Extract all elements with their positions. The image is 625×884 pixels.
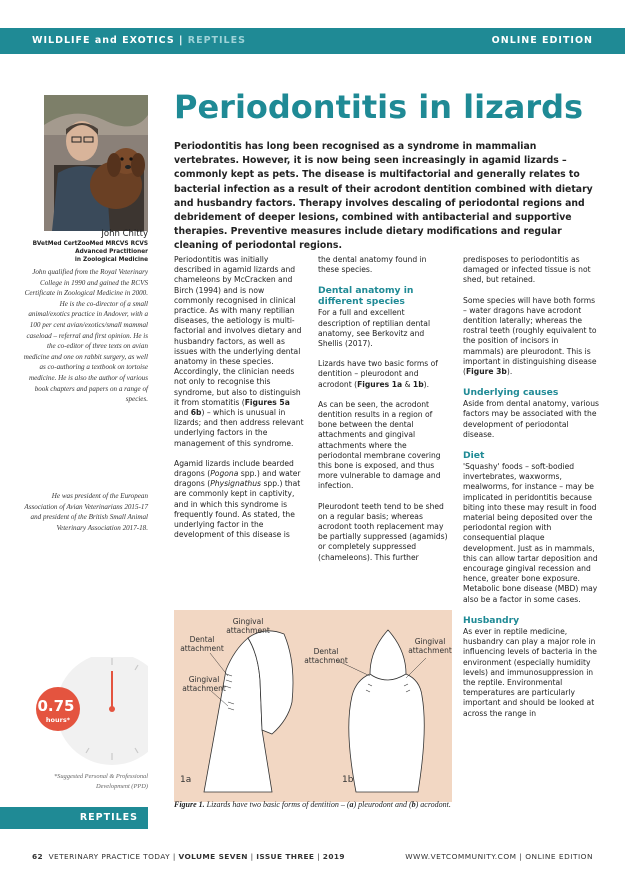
article-title: Periodontitis in lizards <box>174 88 584 126</box>
panel-label-1a: 1a <box>180 775 192 785</box>
cpd-hours-badge <box>20 657 148 785</box>
body-paragraph: As ever in reptile medicine, husbandry can play a major role in influencing levels of bacteria in the environment (especially humidity levels) and immunosuppression in the reptile. Environmental temperatures are particularly important and should be looked at across the range in <box>463 626 597 718</box>
genus-name: Physignathus <box>210 479 262 489</box>
body-paragraph: Agamid lizards include bearded dragons (Pogona spp.) and water dragons (Physignathus spp.) that are commonly kept in captivity, and in which this syndrome is frequently found. As stated, the underlying factor in the development of this disease is <box>174 458 301 540</box>
subheading-underlying-causes: Underlying causes <box>463 387 559 399</box>
label-gingival-attachment-1b: Gingival attachment <box>408 637 452 655</box>
caption-figure-number: Figure 1. <box>174 800 205 809</box>
body-paragraph: 'Squashy' foods – soft-bodied invertebrates, waxworms, mealworms, for instance – may be implicated in peridontitis because biting into these may result in food material being deposited over the periodontal region with consequential plaque development. Just as in mammals, this can allow tartar deposition and encourage gingival recession and hence, greater bone exposure. Metabolic bone disease (MBD) may also be a factor in some cases. <box>463 462 598 604</box>
edition-label: ONLINE EDITION <box>491 35 593 46</box>
figure-reference: 1b <box>412 379 424 389</box>
issue: ISSUE THREE <box>256 852 315 861</box>
label-dental-attachment-1a: Dental attachment <box>180 635 224 653</box>
body-paragraph: Pleurodont teeth tend to be shed on a regular basis; whereas acrodont tooth replacement may be partially suppressed (agamids) or completely suppressed (chameleons). This further <box>318 501 448 562</box>
page-number: 62 <box>32 852 44 861</box>
body-column-2 <box>318 255 448 573</box>
reptiles-side-tab <box>0 807 148 829</box>
side-tab-label: REPTILES <box>79 812 138 823</box>
figure-1-caption: Figure 1. Lizards have two basic forms of dentition – (a) pleurodont and (b) acrodont. <box>174 800 451 809</box>
author-bio: John qualified from the Royal Veterinary College in 1990 and gained the RCVS Certificate in Zoological Medicine in 2000. He is the co-director of a small animal/exotics practice in Andover, with a 100 per cent avian/exotics/small mammal caseload – referral and first opinion. He is the co-editor of three texts on avian medicine and one on rabbit surgery, as well as co-authoring a textbook on tortoise medicine. He is also the author of various book chapters and papers on a range of species. <box>23 268 148 404</box>
page-footer-right: WWW.VETCOMMUNITY.COM | ONLINE EDITION <box>405 852 593 861</box>
figure-1-dentition-diagram <box>174 610 452 802</box>
subheading-dental-anatomy: Dental anatomy in different species <box>318 285 414 308</box>
author-photo <box>44 95 148 231</box>
genus-name: Pogona <box>210 469 239 479</box>
section-label <box>32 35 246 46</box>
subsection-name: REPTILES <box>187 35 246 46</box>
label-gingival-attachment-1a-lower: Gingival attachment <box>182 675 226 693</box>
section-name: WILDLIFE and EXOTICS <box>32 35 175 46</box>
body-paragraph: the dental anatomy found in these species. <box>318 255 427 275</box>
author-credentials <box>14 240 148 264</box>
subheading-diet: Diet <box>463 450 485 462</box>
figure-reference: Figure 3b <box>465 367 507 377</box>
volume: VOLUME SEVEN <box>178 852 248 861</box>
label-dental-attachment-1b: Dental attachment <box>304 647 348 665</box>
body-paragraph: Some species will have both forms – water dragons have acrodont dentition laterally; whereas the rostral teeth (roughly equivalent to the position of incisors in mammals) are pleurodont. This is important in distinguishing disease (Figure 3b). <box>463 295 597 377</box>
year: 2019 <box>322 852 345 861</box>
publication-name: VETERINARY PRACTICE TODAY <box>48 852 171 861</box>
section-separator: | <box>174 35 188 46</box>
page-footer-left: 62 VETERINARY PRACTICE TODAY | VOLUME SEVEN | ISSUE THREE | 2019 <box>32 852 345 861</box>
body-paragraph: For a full and excellent description of reptilian dental anatomy, see Berkovitz and Shellis (2017). <box>318 308 431 349</box>
body-paragraph: Periodontitis was initially described in agamid lizards and chameleons by McCracken and Birch (1994) and is now commonly recognised in clinical practice. As with many reptilian diseases, the aetiology is multi-factorial and involves dietary and husbandry factors, as well as issues with the underlying dental anatomy in these species. Accordingly, the clinician needs not only to recognise this syndrome, but also to distinguish it from stomatitis (Figures 5a and 6b) – which is unusual in lizards; and then address relevant underlying factors in the management of this syndrome. <box>174 255 304 448</box>
author-bio-presidency: He was president of the European Association of Avian Veterinarians 2015-17 and president of the British Small Animal Veterinary Association 2017-18. <box>24 492 148 532</box>
figure-reference: 6b <box>190 408 202 418</box>
body-column-1 <box>174 255 304 550</box>
tooth-1b <box>370 630 406 680</box>
cpd-value: 0.75 <box>37 697 75 715</box>
ppd-footnote: *Suggested Personal & Professional Development (PPD) <box>53 773 148 790</box>
author-name: John Chitty <box>101 229 148 239</box>
body-column-3 <box>463 255 599 729</box>
panel-label-1b: 1b <box>342 775 354 785</box>
label-gingival-attachment-1a: Gingival attachment <box>226 617 270 635</box>
jaw-bone-1b <box>349 674 424 792</box>
section-header-bar <box>0 28 625 54</box>
body-paragraph: As can be seen, the acrodont dentition results in a region of bone between the dental attachments and gingival attachments where the periodontal membrane covering this bone is exposed, and thus more vulnerable to damage and infection. <box>318 399 441 491</box>
credential-line: in Zoological Medicine <box>74 257 148 263</box>
body-paragraph: Lizards have two basic forms of dentition – pleurodont and acrodont (Figures 1a & 1b). <box>318 359 438 389</box>
figure-reference: Figures 1a <box>357 379 403 389</box>
subheading-husbandry: Husbandry <box>463 614 520 626</box>
article-standfirst: Periodontitis has long been recognised as a syndrome in mammalian vertebrates. However, it is now being seen increasingly in agamid lizards – commonly kept as pets. The disease is multifactorial and generally relates to bacterial infection as a result of their acrodont dentition combined with dietary and husbandry factors. Therapy involves descaling of periodontal regions and debridement of deeper lesions, combined with antibacterial and supportive therapies. Preventive measures include dietary modifications and regular cleaning of periodontal regions. <box>174 141 593 252</box>
figure-reference: Figures 5a <box>244 397 290 407</box>
leader-line <box>210 653 228 676</box>
footer-edition: ONLINE EDITION <box>525 852 593 861</box>
cpd-unit: hours* <box>45 716 71 724</box>
website-link[interactable]: WWW.VETCOMMUNITY.COM <box>405 852 517 861</box>
body-paragraph: Aside from dental anatomy, various factors may be associated with the development of periodontal disease. <box>463 399 599 439</box>
body-paragraph: predisposes to periodontitis as damaged or infected tissue is not shed, but retained. <box>463 255 591 285</box>
credential-line: BVetMed CertZooMed MRCVS RCVS <box>32 241 148 247</box>
leader-line <box>406 658 426 678</box>
credential-line: Advanced Practitioner <box>75 249 148 255</box>
